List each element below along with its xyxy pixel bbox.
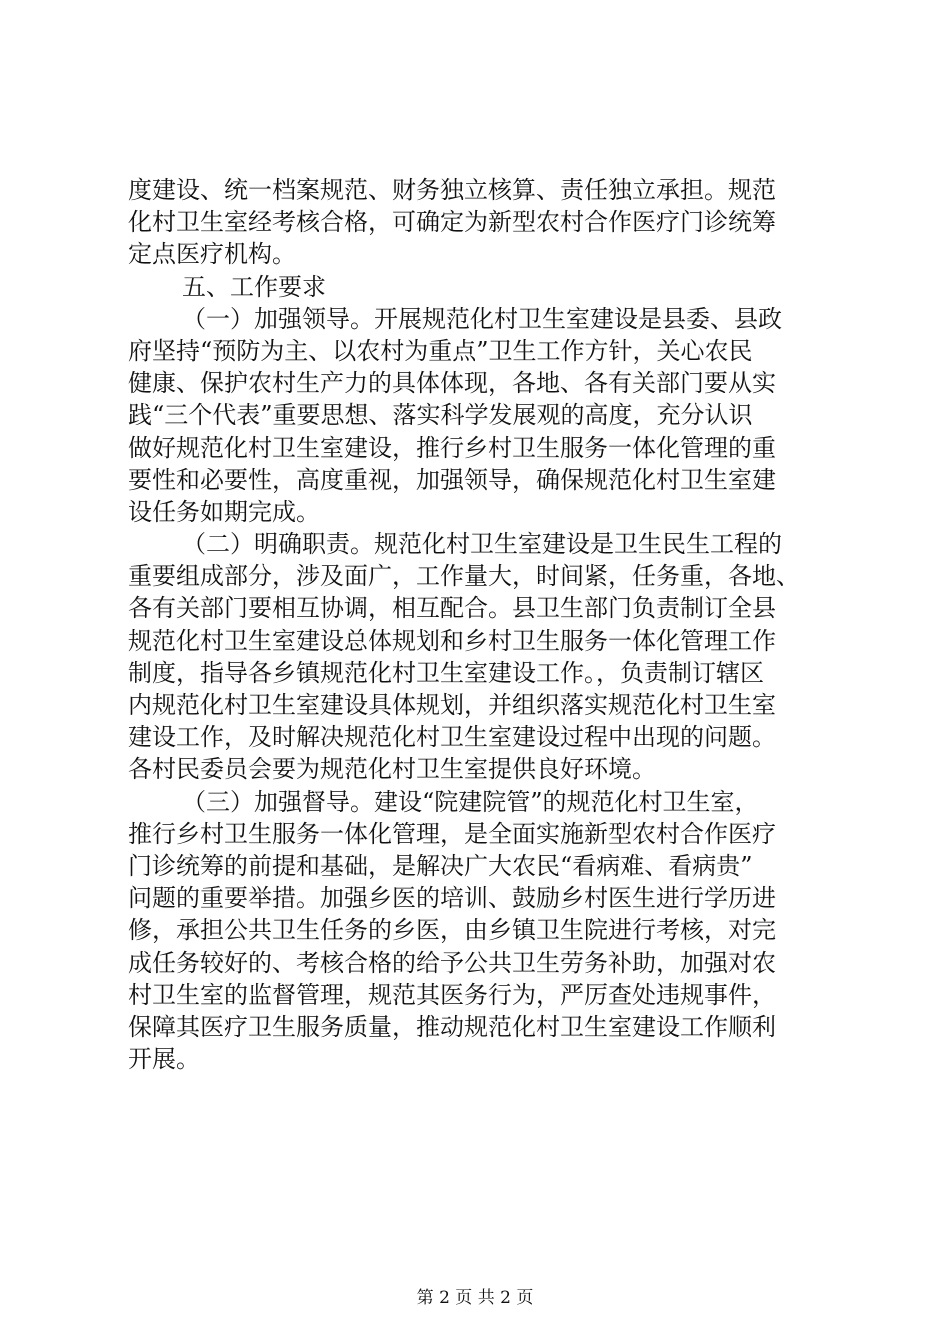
- text-line: 五、工作要求: [182, 272, 326, 301]
- text-line: 成任务较好的、考核合格的给予公共卫生劳务补助，加强对农: [128, 948, 776, 977]
- page-footer: 第 2 页 共 2 页: [416, 1288, 534, 1308]
- text-line: 要性和必要性，高度重视，加强领导，确保规范化村卫生室建: [128, 465, 776, 494]
- text-line: 问题的重要举措。加强乡医的培训、鼓励乡村医生进行学历进: [128, 884, 776, 913]
- text-line: 府坚持“预防为主、以农村为重点”卫生工作方针，关心农民: [128, 336, 753, 365]
- text-line: 内规范化村卫生室建设具体规划，并组织落实规范化村卫生室: [128, 691, 776, 719]
- text-line: 制度，指导各乡镇规范化村卫生室建设工作。，负责制订辖区: [128, 658, 764, 687]
- document-body: [128, 174, 838, 1075]
- text-line: 度建设、统一档案规范、财务独立核算、责任独立承担。规范: [128, 176, 776, 204]
- text-line: 开展。: [128, 1045, 200, 1074]
- text-line: 建设工作，及时解决规范化村卫生室建设过程中出现的问题。: [128, 723, 776, 752]
- text-line: 设任务如期完成。: [128, 497, 320, 526]
- text-line: （三）加强督导。建设“院建院管”的规范化村卫生室，: [182, 787, 759, 816]
- text-line: 村卫生室的监督管理，规范其医务行为，严厉查处违规事件，: [128, 980, 776, 1009]
- text-line: 保障其医疗卫生服务质量，推动规范化村卫生室建设工作顺利: [128, 1012, 776, 1041]
- text-line: 推行乡村卫生服务一体化管理，是全面实施新型农村合作医疗: [128, 819, 776, 848]
- text-line: 做好规范化村卫生室建设，推行乡村卫生服务一体化管理的重: [128, 433, 776, 462]
- text-line: （二）明确职责。规范化村卫生室建设是卫生民生工程的: [182, 530, 782, 559]
- text-line: （一）加强领导。开展规范化村卫生室建设是县委、县政: [182, 304, 782, 333]
- text-line: 修，承担公共卫生任务的乡医，由乡镇卫生院进行考核，对完: [128, 916, 776, 945]
- text-line: 健康、保护农村生产力的具体体现，各地、各有关部门要从实: [128, 369, 776, 398]
- text-line: 化村卫生室经考核合格，可确定为新型农村合作医疗门诊统筹: [128, 208, 776, 237]
- text-line: 定点医疗机构。: [128, 240, 296, 269]
- text-line: 规范化村卫生室建设总体规划和乡村卫生服务一体化管理工作: [128, 626, 776, 655]
- text-line: 践“三个代表”重要思想、落实科学发展观的高度，充分认识: [128, 401, 753, 430]
- text-line: 门诊统筹的前提和基础，是解决广大农民“看病难、看病贵”: [128, 851, 753, 880]
- text-line: 各有关部门要相互协调，相互配合。县卫生部门负责制订全县: [128, 594, 776, 623]
- text-line: 各村民委员会要为规范化村卫生室提供良好环境。: [128, 755, 656, 784]
- text-line: 重要组成部分，涉及面广，工作量大，时间紧，任务重，各地、: [128, 562, 800, 591]
